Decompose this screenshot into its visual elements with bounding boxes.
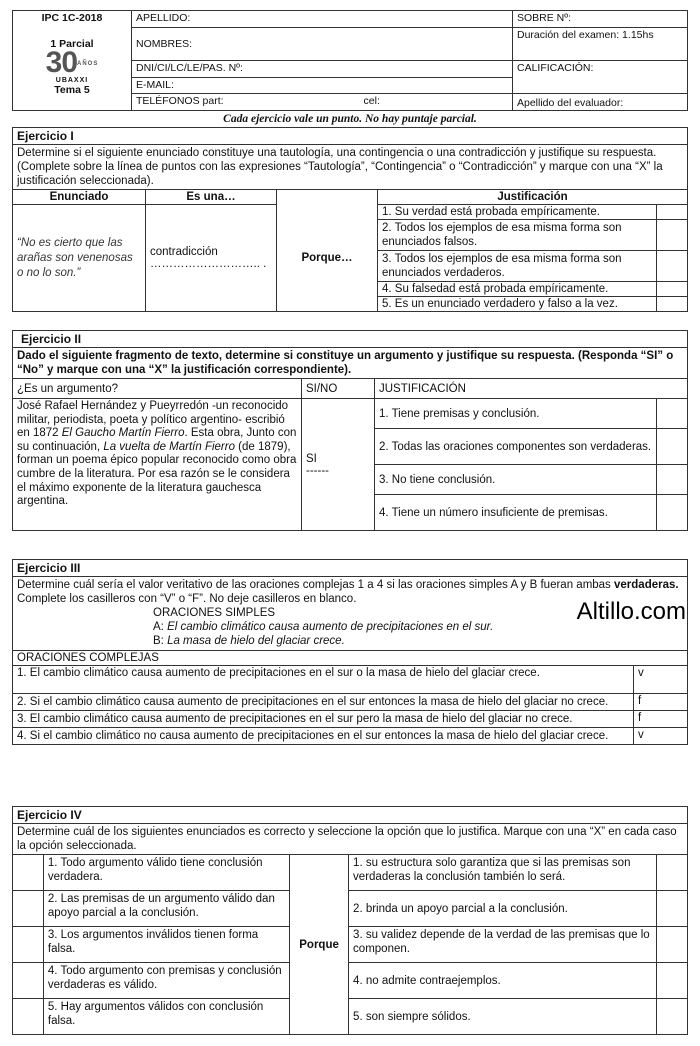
ej3-row-2: 2. Si el cambio climático causa aumento de precipitaciones en el sur entonces la masa de hielo del glaciar no crece. (13, 694, 634, 711)
ej2-title: Ejercicio II (13, 331, 688, 348)
ej2-checkbox-3[interactable] (657, 465, 688, 495)
ej4-title: Ejercicio IV (13, 807, 688, 824)
ej1-col-justificacion: Justificación (378, 190, 688, 205)
ej1-option-5: 5. Es un enunciado verdadero y falso a la vez. (378, 297, 657, 312)
ejercicio-1-table (12, 127, 688, 312)
ej3-complejas-title: ORACIONES COMPLEJAS (13, 651, 688, 666)
ej3-instructions: Determine cuál sería el valor veritativo de las oraciones complejas 1 a 4 si las oraciones simples A y B fueran ambas verdaderas. Complete los casilleros con “V” o “F”. No deje casilleros en blanco. ORACIONES SIMPLES A: El cambio climático causa aumento de precipitaciones en el sur. B: La masa de hielo del glaciar crece. (13, 577, 688, 651)
ej4-left-3: 3. Los argumentos inválidos tienen forma falsa. (43, 927, 289, 963)
email-field[interactable]: E-MAIL: (132, 77, 513, 94)
ej2-col-sino: SI/NO (302, 379, 375, 399)
ej1-option-4: 4. Su falsedad está probada empíricamente. (378, 282, 657, 297)
ej4-right-2: 2. brinda un apoyo parcial a la conclusión. (349, 891, 657, 927)
exam-id-cell (13, 11, 132, 111)
ej4-left-2: 2. Las premisas de un argumento válido dan apoyo parcial a la conclusión. (43, 891, 289, 927)
ej3-row-4: 4. Si el cambio climático no causa aumento de precipitaciones en el sur entonces la masa de hielo del glaciar crece. (13, 728, 634, 745)
ej1-dots: ……………………….. . (150, 258, 267, 270)
ej2-checkbox-2[interactable] (657, 429, 688, 465)
ej2-option-4: 4. Tiene un número insuficiente de premisas. (375, 495, 657, 531)
ej4-left-4: 4. Todo argumento con premisas y conclusión verdaderas es válido. (43, 963, 289, 999)
nombres-field[interactable]: NOMBRES: (132, 27, 513, 60)
ej3-simple-b: B: La masa de hielo del glaciar crece. (153, 635, 345, 647)
ipc-label: IPC 1C-2018 (41, 12, 103, 24)
altillo-watermark: Altillo.com (576, 598, 686, 625)
ej2-option-2: 2. Todas las oraciones componentes son verdaderas. (375, 429, 657, 465)
ej4-right-3: 3. su validez depende de la verdad de las premisas que lo componen. (349, 927, 657, 963)
ej1-option-1: 1. Su verdad está probada empíricamente. (378, 205, 657, 220)
ej4-right-checkbox-1[interactable] (657, 855, 688, 891)
ej2-dashes: ------ (306, 464, 329, 477)
ej1-checkbox-2[interactable] (657, 220, 688, 251)
ejercicio-4-table (12, 806, 688, 1035)
exam-header-table (12, 10, 688, 111)
ej1-answer-cell[interactable] (146, 205, 277, 312)
ej3-value-2[interactable]: f (634, 694, 688, 711)
ej1-col-es-una: Es una… (146, 190, 277, 205)
ej4-right-4: 4. no admite contraejemplos. (349, 963, 657, 999)
ej3-row-3: 3. El cambio climático causa aumento de precipitaciones en el sur pero la masa de hielo del glaciar no crece. (13, 711, 634, 728)
ej1-checkbox-4[interactable] (657, 282, 688, 297)
ej1-checkbox-3[interactable] (657, 251, 688, 282)
ej2-fragment: José Rafael Hernández y Pueyrredón -un reconocido militar, periodista, poeta y político argentino- escribió en 1872 El Gaucho Martín Fierro. Esta obra, Junto con su continuación, La vuelta de Martín Fierro (de 1879), forman un poema épico popular reconocido como obra cumbre de la literatura. Por esa razón se le considera el máximo exponente de la literatura gauchesca argentina. (13, 399, 302, 531)
ej3-value-3[interactable]: f (634, 711, 688, 728)
duracion-label: Duración del examen: 1.15hs (513, 27, 688, 60)
ej4-instructions: Determine cuál de los siguientes enunciados es correcto y seleccione la opción que lo justifica. Marque con una “X” en cada caso la opción seleccionada. (13, 824, 688, 855)
ej3-simple-a: A: El cambio climático causa aumento de precipitaciones en el sur. (153, 621, 494, 633)
ej2-answer-cell[interactable] (302, 399, 375, 531)
ej4-left-checkbox-5[interactable] (13, 999, 44, 1035)
ej2-answer: SI (306, 452, 317, 465)
ej4-left-checkbox-2[interactable] (13, 891, 44, 927)
uba-logo-text: UBAXXI (55, 77, 89, 85)
ej2-col-question: ¿Es un argumento? (13, 379, 302, 399)
ej3-row-1: 1. El cambio climático causa aumento de precipitaciones en el sur o la masa de hielo del glaciar crece. (13, 666, 634, 694)
ej1-title: Ejercicio I (13, 128, 688, 145)
ej1-instructions: Determine si el siguiente enunciado constituye una tautología, una contingencia o una contradicción y justifique su respuesta. (Complete sobre la línea de puntos con las expresiones “Tautología”, “Contingencia” o “Contradicción” y marque con una “X” la justificación seleccionada). (13, 145, 688, 190)
uba-30-logo: 30AÑOS (45, 46, 99, 79)
ej4-porque: Porque (290, 855, 349, 1035)
ej2-checkbox-1[interactable] (657, 399, 688, 429)
ej1-answer: contradicción (150, 246, 218, 258)
ej4-left-checkbox-1[interactable] (13, 855, 44, 891)
ej1-option-3: 3. Todos los ejemplos de esa misma forma son enunciados verdaderos. (378, 251, 657, 282)
ej2-checkbox-4[interactable] (657, 495, 688, 531)
ej4-right-checkbox-4[interactable] (657, 963, 688, 999)
ejercicio-3-table (12, 559, 688, 745)
apellido-field[interactable]: APELLIDO: (132, 11, 513, 28)
ej2-instructions: Dado el siguiente fragmento de texto, determine si constituye un argumento y justifique su respuesta. (Responda “SI” o “No” y marque con una “X” la justificación correspondiente). (13, 348, 688, 379)
ej2-option-1: 1. Tiene premisas y conclusión. (375, 399, 657, 429)
ej2-col-just: JUSTIFICACIÓN (375, 379, 688, 399)
ej4-right-checkbox-5[interactable] (657, 999, 688, 1035)
ej3-value-4[interactable]: v (634, 728, 688, 745)
sobre-field[interactable]: SOBRE Nº: (513, 11, 688, 28)
tema-label: Tema 5 (54, 84, 90, 97)
ej4-right-1: 1. su estructura solo garantiza que si las premisas son verdaderas la conclusión también lo será. (349, 855, 657, 891)
parcial-label: 1 Parcial (50, 38, 94, 50)
dni-field[interactable]: DNI/CI/LC/LE/PAS. Nº: (132, 60, 513, 77)
telefonos-field[interactable]: TELÉFONOS part: cel: (132, 94, 513, 111)
evaluador-field[interactable]: Apellido del evaluador: (513, 94, 688, 111)
notice-text: Cada ejercicio vale un punto. No hay puntaje parcial. (223, 113, 477, 125)
ej1-col-enunciado: Enunciado (13, 190, 146, 205)
ej3-simples-title: ORACIONES SIMPLES (153, 607, 276, 619)
ej1-porque: Porque… (277, 205, 378, 312)
ej1-checkbox-1[interactable] (657, 205, 688, 220)
ej1-checkbox-5[interactable] (657, 297, 688, 312)
ej4-left-5: 5. Hay argumentos válidos con conclusión falsa. (43, 999, 289, 1035)
ej4-right-checkbox-2[interactable] (657, 891, 688, 927)
ej4-left-checkbox-4[interactable] (13, 963, 44, 999)
ej1-option-2: 2. Todos los ejemplos de esa misma forma son enunciados falsos. (378, 220, 657, 251)
ej4-right-checkbox-3[interactable] (657, 927, 688, 963)
ej3-title: Ejercicio III (13, 560, 688, 577)
ej4-right-5: 5. son siempre sólidos. (349, 999, 657, 1035)
ej4-left-checkbox-3[interactable] (13, 927, 44, 963)
ejercicio-2-table (12, 330, 688, 531)
ej3-value-1[interactable]: v (634, 666, 688, 694)
ej2-option-3: 3. No tiene conclusión. (375, 465, 657, 495)
ej4-left-1: 1. Todo argumento válido tiene conclusión verdadera. (43, 855, 289, 891)
ej1-enunciado: “No es cierto que las arañas son venenosas o no lo son.” (13, 205, 146, 312)
calificacion-field[interactable]: CALIFICACIÓN: (513, 60, 688, 93)
